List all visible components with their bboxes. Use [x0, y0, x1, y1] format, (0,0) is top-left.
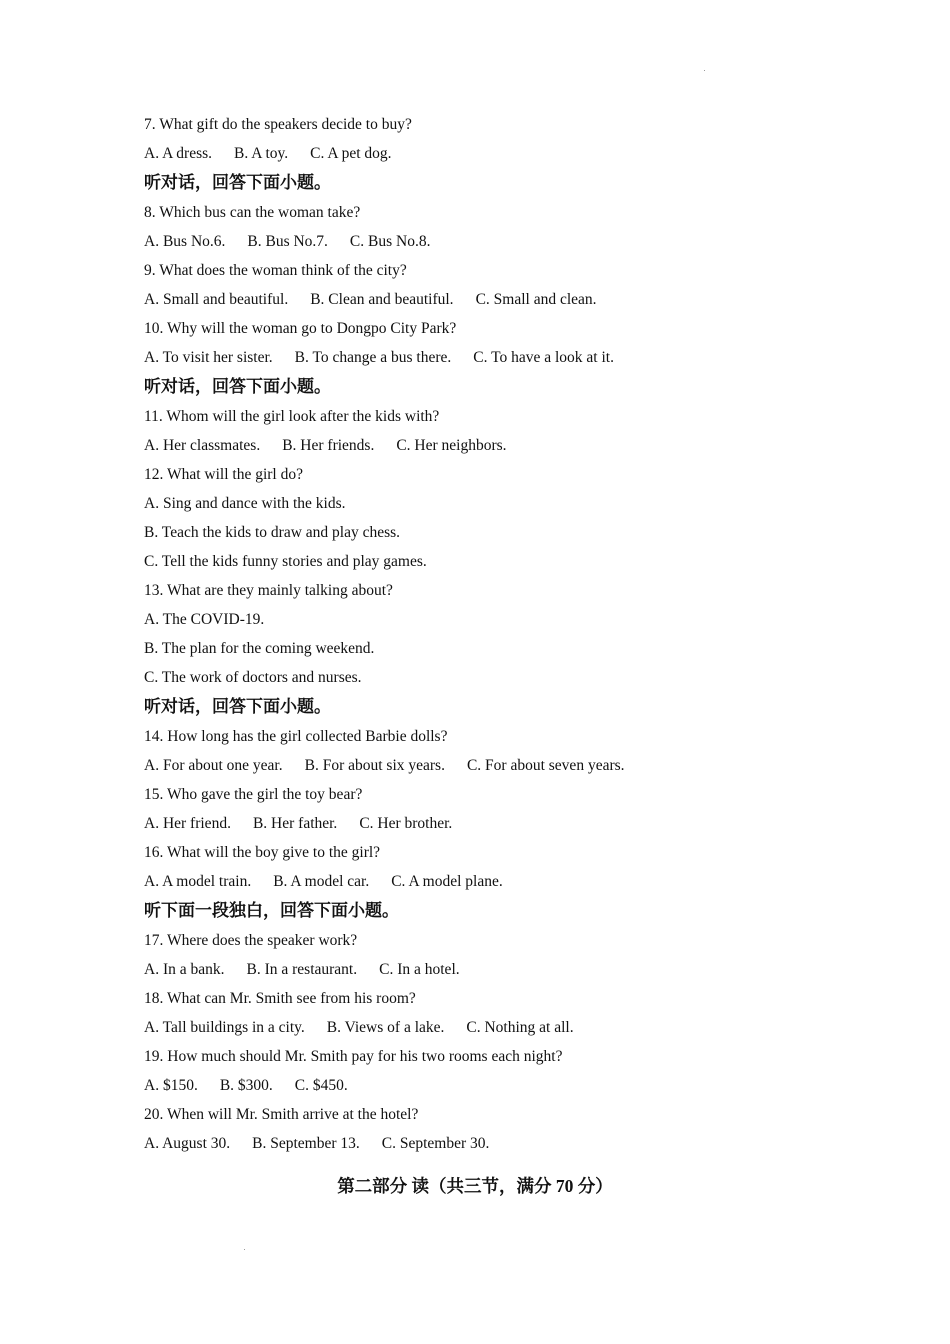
answer-options — [144, 139, 844, 168]
answer-options — [144, 1071, 844, 1100]
answer-option: A. $150. — [144, 1077, 198, 1094]
answer-options — [144, 1013, 844, 1042]
scan-speck — [244, 1249, 245, 1250]
question-text: 10. Why will the woman go to Dongpo City Park? — [144, 320, 457, 337]
answer-option: A. Small and beautiful. — [144, 291, 289, 308]
answer-option: C. In a hotel. — [379, 961, 460, 978]
answer-options — [144, 285, 844, 314]
question-text: 16. What will the boy give to the girl? — [144, 844, 381, 861]
answer-option: A. For about one year. — [144, 757, 283, 774]
answer-option: C. Her brother. — [359, 815, 453, 832]
answer-option: B. Her friends. — [282, 437, 375, 454]
answer-option: C. A pet dog. — [310, 145, 392, 162]
question-text: 7. What gift do the speakers decide to buy? — [144, 116, 412, 133]
part-title: 第二部分 读（共三节，满分 70 分） — [337, 1176, 613, 1196]
question-text: 14. How long has the girl collected Barbie dolls? — [144, 728, 448, 745]
answer-option: C. Her neighbors. — [396, 437, 507, 454]
answer-option: A. Her classmates. — [144, 437, 261, 454]
answer-option: A. Her friend. — [144, 815, 231, 832]
question-text: 19. How much should Mr. Smith pay for his two rooms each night? — [144, 1048, 563, 1065]
answer-options — [144, 343, 844, 372]
question-text: B. The plan for the coming weekend. — [144, 640, 375, 657]
question-text: B. Teach the kids to draw and play chess. — [144, 524, 401, 541]
question-text: A. The COVID-19. — [144, 611, 265, 628]
answer-options — [144, 227, 844, 256]
answer-option: B. Her father. — [252, 815, 338, 832]
answer-options — [144, 751, 844, 780]
answer-option: B. For about six years. — [304, 757, 445, 774]
question-text: 13. What are they mainly talking about? — [144, 582, 393, 599]
section-heading: 听对话，回答下面小题。 — [144, 173, 331, 192]
question-text: 20. When will Mr. Smith arrive at the hotel? — [144, 1106, 419, 1123]
answer-option: C. For about seven years. — [466, 757, 625, 774]
question-text: 9. What does the woman think of the city? — [144, 262, 407, 279]
section-heading: 听对话，回答下面小题。 — [144, 697, 331, 716]
question-text: A. Sing and dance with the kids. — [144, 495, 346, 512]
question-text: C. Tell the kids funny stories and play games. — [144, 553, 427, 570]
answer-option: B. Clean and beautiful. — [310, 291, 454, 308]
answer-option: B. A toy. — [234, 145, 289, 162]
answer-option: C. A model plane. — [391, 873, 503, 890]
answer-option: A. Bus No.6. — [144, 233, 226, 250]
answer-option: B. $300. — [219, 1077, 273, 1094]
answer-option: C. Bus No.8. — [349, 233, 431, 250]
answer-option: B. Bus No.7. — [247, 233, 328, 250]
question-list — [144, 110, 844, 1158]
scan-speck — [704, 70, 705, 71]
question-text: 8. Which bus can the woman take? — [144, 204, 361, 221]
answer-options — [144, 1129, 844, 1158]
question-text: 15. Who gave the girl the toy bear? — [144, 786, 363, 803]
answer-option: B. To change a bus there. — [294, 349, 452, 366]
answer-option: C. Small and clean. — [475, 291, 597, 308]
answer-option: B. In a restaurant. — [246, 961, 358, 978]
answer-option: C. $450. — [294, 1077, 348, 1094]
question-text: 11. Whom will the girl look after the kids with? — [144, 408, 440, 425]
question-text: 18. What can Mr. Smith see from his room? — [144, 990, 416, 1007]
answer-options — [144, 809, 844, 838]
answer-option: C. To have a look at it. — [473, 349, 614, 366]
question-text: 12. What will the girl do? — [144, 466, 303, 483]
answer-option: A. A dress. — [144, 145, 213, 162]
answer-option: A. Tall buildings in a city. — [144, 1019, 305, 1036]
answer-option: A. To visit her sister. — [144, 349, 273, 366]
answer-options — [144, 431, 844, 460]
answer-option: A. In a bank. — [144, 961, 225, 978]
question-text: C. The work of doctors and nurses. — [144, 669, 362, 686]
question-text: 17. Where does the speaker work? — [144, 932, 358, 949]
answer-option: B. September 13. — [252, 1135, 360, 1152]
section-heading: 听下面一段独白，回答下面小题。 — [144, 901, 399, 920]
answer-option: B. Views of a lake. — [326, 1019, 445, 1036]
answer-option: B. A model car. — [273, 873, 370, 890]
answer-option: C. Nothing at all. — [466, 1019, 574, 1036]
answer-option: A. A model train. — [144, 873, 252, 890]
answer-option: A. August 30. — [144, 1135, 231, 1152]
answer-options — [144, 955, 844, 984]
section-heading: 听对话，回答下面小题。 — [144, 377, 331, 396]
answer-options — [144, 867, 844, 896]
answer-option: C. September 30. — [381, 1135, 490, 1152]
